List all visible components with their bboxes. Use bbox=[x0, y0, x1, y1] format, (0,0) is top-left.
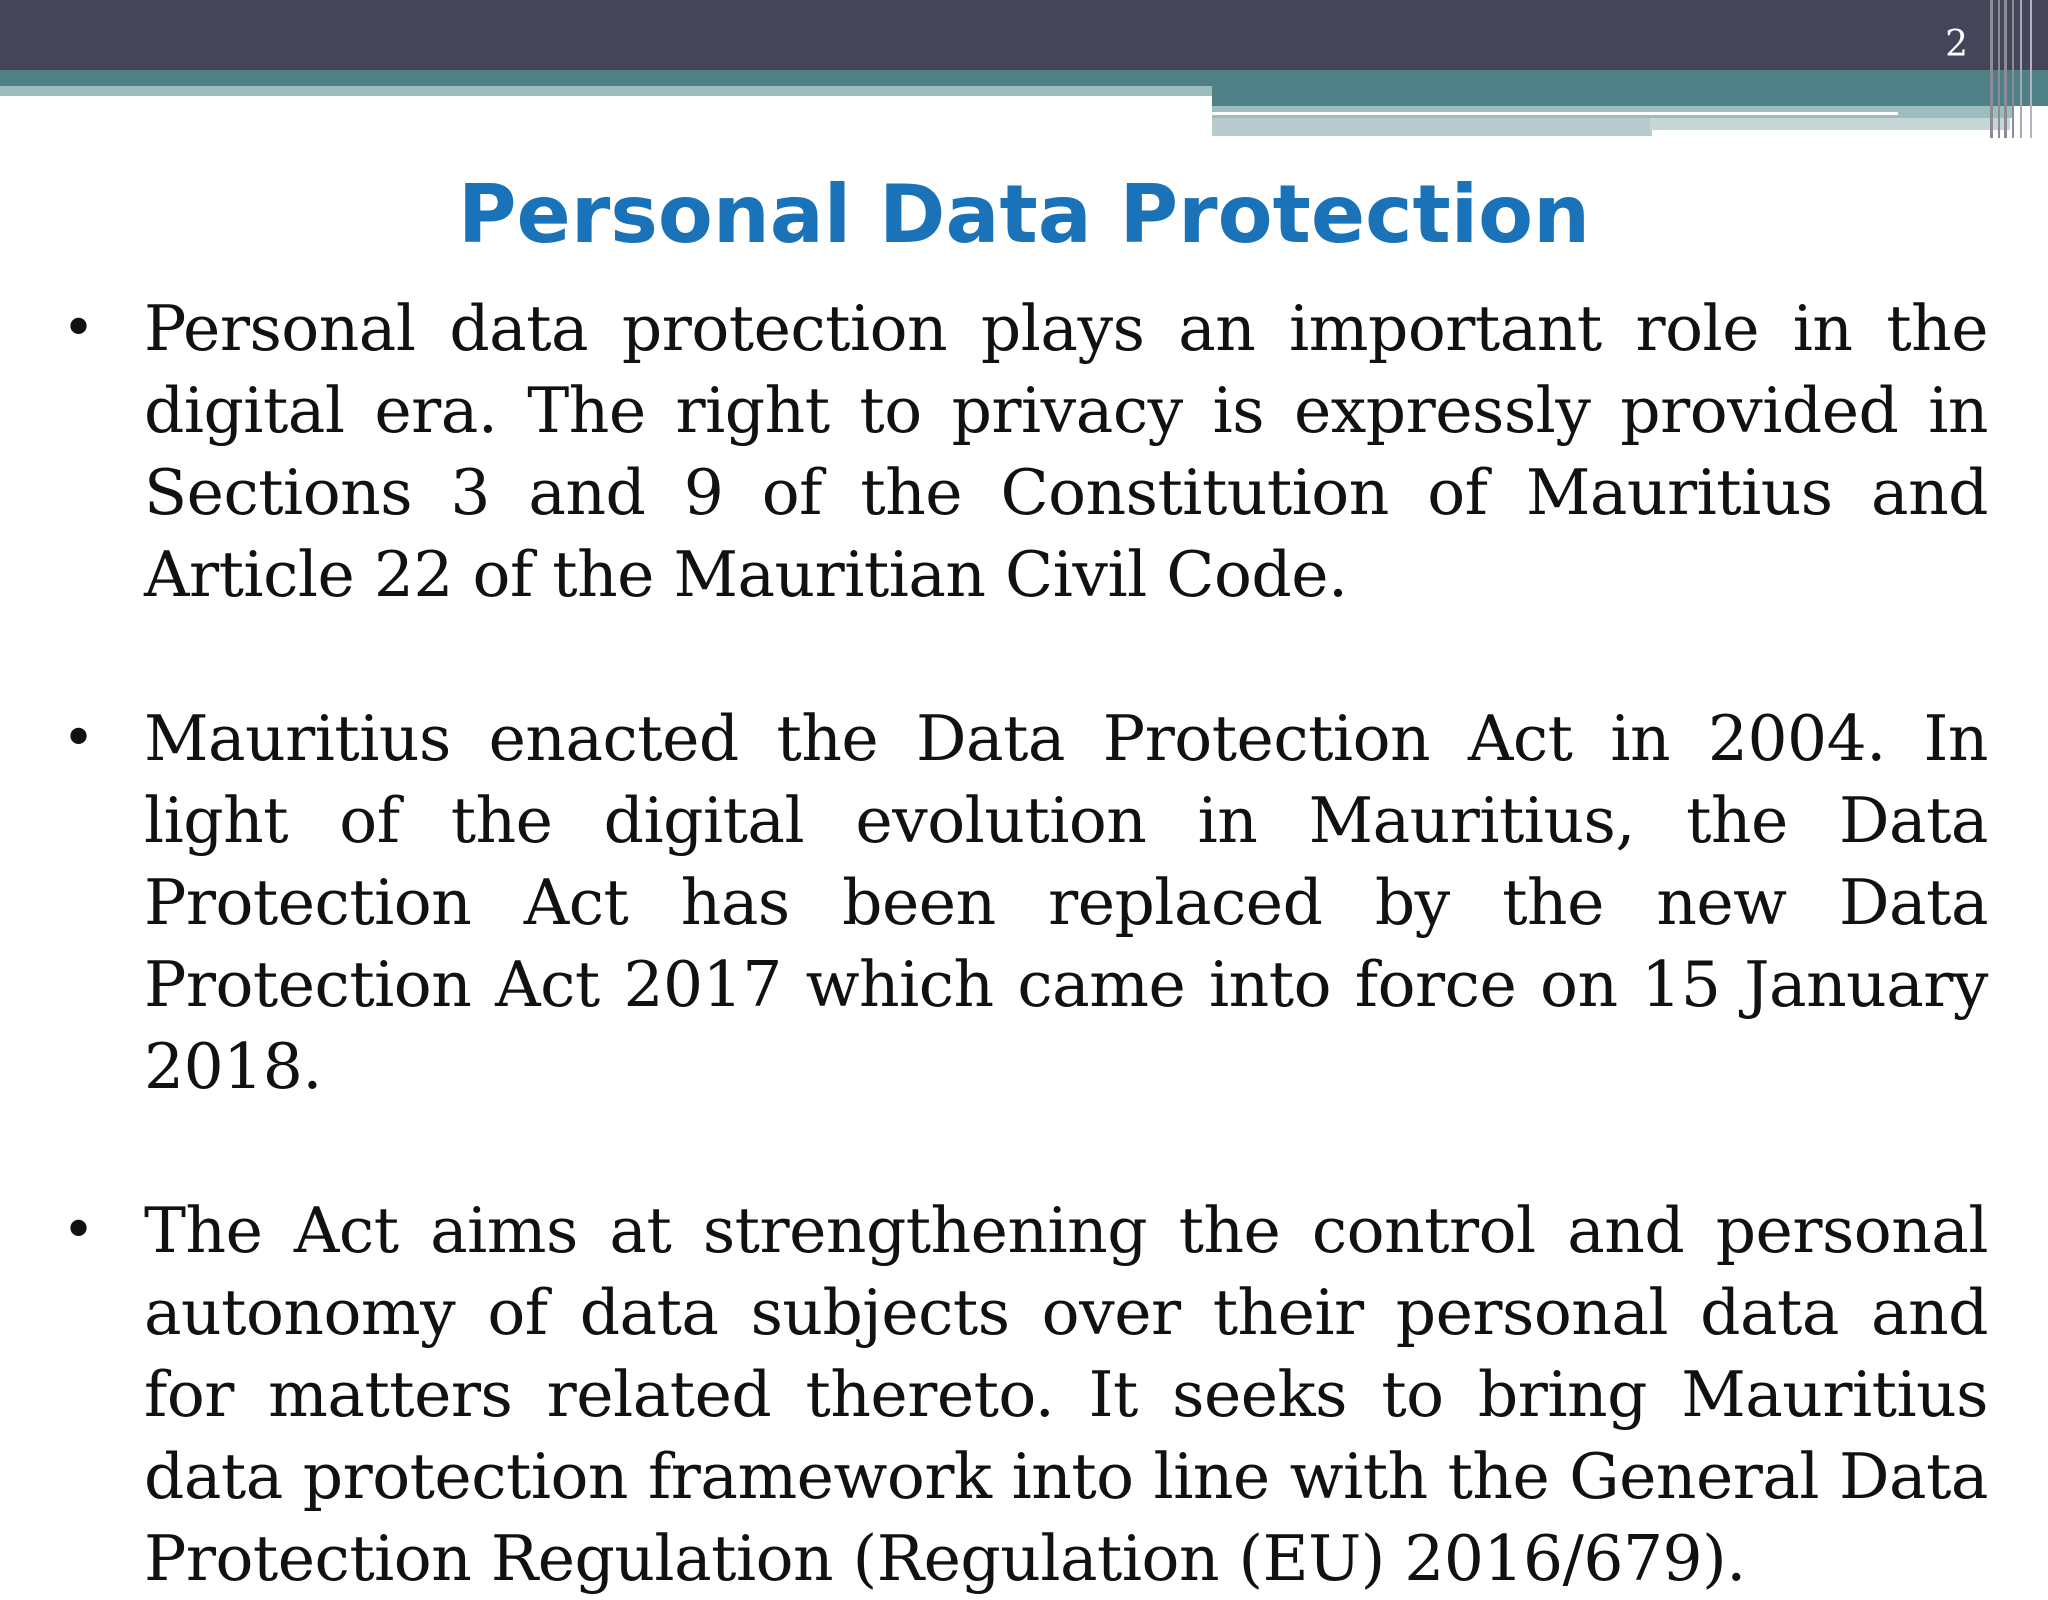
header-vertical-stripe bbox=[2020, 0, 2022, 138]
bullet-list bbox=[62, 288, 1988, 1600]
bullet-text: Personal data protection plays an important role in the digital era. The right to privacy is expressly provided in Sections 3 and 9 of the Constitution of Mauritius and Article 22 of the Mauritian Civil Code. bbox=[144, 292, 1988, 611]
header-bar-dark bbox=[0, 0, 2048, 70]
header-accent-line bbox=[1212, 112, 1898, 115]
header-bar-teal bbox=[0, 70, 1215, 86]
header-vertical-stripe bbox=[1998, 0, 2000, 138]
bullet-text: The Act aims at strengthening the control and personal autonomy of data subjects over their personal data and for matters related thereto. It seeks to bring Mauritius data protection framework into line with the General Data Protection Regulation (Regulation (EU) 2016/679). bbox=[144, 1194, 1988, 1595]
bullet-icon: • bbox=[62, 1198, 95, 1263]
slide-title: Personal Data Protection bbox=[457, 168, 1591, 261]
bullet-text: Mauritius enacted the Data Protection Act in 2004. In light of the digital evolution in Mauritius, the Data Protection Act has been replaced by the new Data Protection Act 2017 which came into force on 15 January 2018. bbox=[144, 702, 1988, 1103]
bullet-item bbox=[62, 1190, 1988, 1600]
header-bar-right-pale-2 bbox=[1650, 118, 2010, 130]
slide-number: 2 bbox=[1945, 24, 1968, 65]
bullet-icon: • bbox=[62, 296, 95, 361]
header-bar-right-teal bbox=[1212, 70, 2048, 106]
header-vertical-stripe bbox=[2012, 0, 2014, 138]
header-bar-right-pale bbox=[1212, 118, 1652, 136]
bullet-icon: • bbox=[62, 706, 95, 771]
header-vertical-stripe bbox=[1990, 0, 1993, 138]
header-vertical-stripe bbox=[2004, 0, 2007, 138]
header-bar-light-teal bbox=[0, 86, 1215, 96]
header-vertical-stripe bbox=[2030, 0, 2032, 138]
bullet-item bbox=[62, 288, 1988, 616]
bullet-item bbox=[62, 698, 1988, 1108]
